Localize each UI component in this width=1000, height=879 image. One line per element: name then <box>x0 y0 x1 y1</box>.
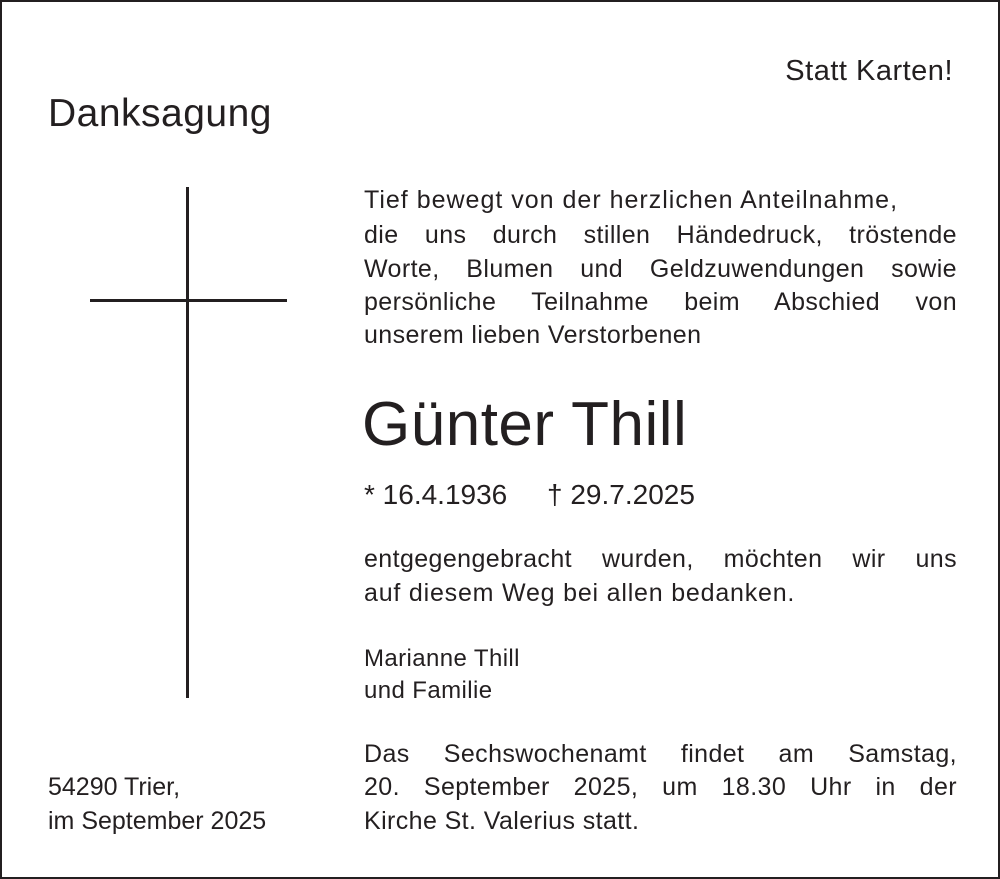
intro-line: Tief bewegt von der herzlichen Anteilnahme, <box>364 186 899 214</box>
signature-line: Marianne Thill <box>364 645 520 672</box>
cross-horizontal <box>90 299 287 302</box>
service-line: Kirche St. Valerius statt. <box>364 807 640 835</box>
intro-line: unserem lieben Verstorbenen <box>364 321 702 349</box>
date: im September 2025 <box>48 807 267 835</box>
thanks-line: auf diesem Weg bei allen bedanken. <box>364 579 796 607</box>
place: 54290 Trier, <box>48 773 181 801</box>
intro-line: Worte, Blumen und Geldzuwendungen sowie <box>364 255 957 283</box>
service-line: Das Sechswochenamt findet am Samstag, <box>364 740 957 768</box>
signature-line: und Familie <box>364 677 493 704</box>
intro-line: persönliche Teilnahme beim Abschied von <box>364 288 957 316</box>
title-danksagung: Danksagung <box>48 92 272 135</box>
birth-date: * 16.4.1936 <box>364 479 508 510</box>
intro-line: die uns durch stillen Händedruck, tröstende <box>364 221 957 249</box>
service-line: 20. September 2025, um 18.30 Uhr in der <box>364 773 957 801</box>
thanks-line: entgegengebracht wurden, möchten wir uns <box>364 545 957 573</box>
death-date: † 29.7.2025 <box>547 479 695 510</box>
deceased-name: Günter Thill <box>362 390 688 459</box>
cross-vertical <box>186 187 189 698</box>
statt-karten: Statt Karten! <box>785 55 953 87</box>
